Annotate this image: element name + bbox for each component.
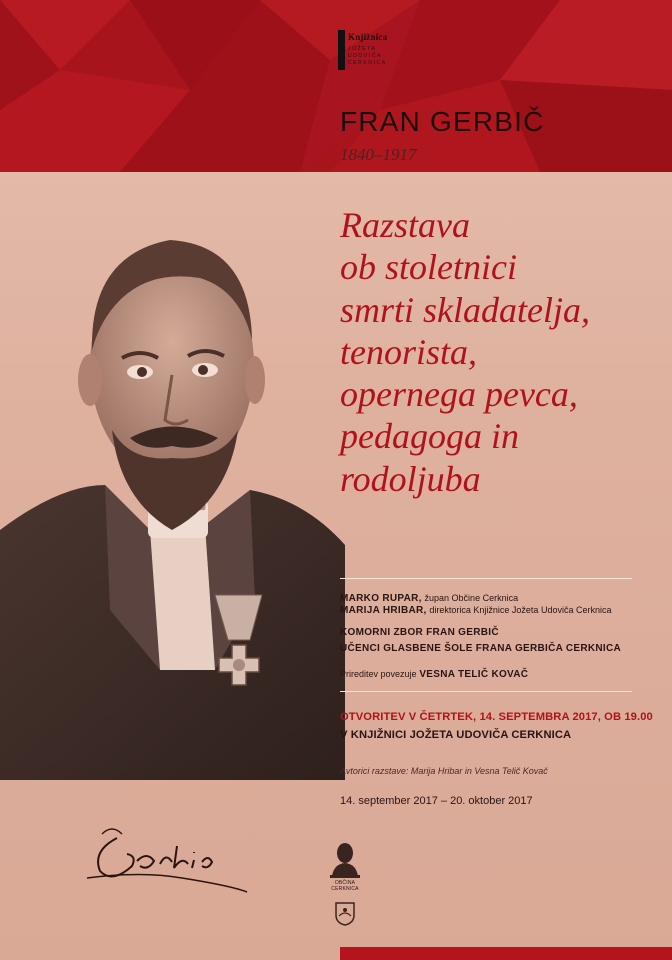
performer-name: KOMORNI ZBOR FRAN GERBIČ — [340, 627, 499, 638]
library-logo-subline: CERKNICA — [348, 60, 387, 66]
speaker-line — [340, 605, 611, 616]
library-logo-subline: JOŽETA — [348, 46, 377, 52]
bottom-accent-bar — [340, 947, 672, 960]
header-polygon-pattern — [0, 0, 672, 172]
performer-name: UČENCI GLASBENE ŠOLE FRANA GERBIČA CERKNICA — [340, 643, 622, 654]
headline-line: tenorista, — [340, 331, 478, 372]
headline-line: pedagoga in — [340, 416, 519, 457]
exhibition-authors: Avtorici razstave: Marija Hribar in Vesna Telič Kovač — [340, 766, 548, 776]
headline-line: ob stoletnici — [340, 247, 517, 288]
headline-line: Razstava — [340, 205, 470, 245]
divider — [340, 691, 632, 692]
speaker-role: župan Občine Cerknica — [424, 593, 519, 603]
performer-line — [340, 627, 499, 638]
header-band — [0, 0, 672, 172]
speaker-name: MARKO RUPAR, — [340, 593, 422, 604]
municipality-name: OBČINA CERKNICA — [331, 880, 359, 892]
exhibition-headline — [340, 204, 670, 500]
moderator-name: VESNA TELIČ KOVAČ — [419, 669, 529, 680]
moderator-prefix: Prireditev povezuje — [340, 669, 417, 679]
crest-icon — [335, 902, 355, 926]
signature-image — [82, 816, 262, 896]
opening-venue: V KNJIŽNICI JOŽETA UDOVIČA CERKNICA — [340, 729, 572, 741]
library-logo — [338, 30, 388, 74]
headline-line: rodoljuba — [340, 458, 481, 499]
life-years: 1840–1917 — [340, 145, 417, 164]
headline-line: opernega pevca, — [340, 374, 578, 415]
speaker-role: direktorica Knjižnice Jožeta Udoviča Cerknica — [429, 605, 612, 615]
opening-date-time: OTVORITEV V ČETRTEK, 14. SEPTEMBRA 2017, OB 19.00 — [340, 711, 653, 723]
composer-name: FRAN GERBIČ — [340, 106, 545, 137]
portrait-illustration — [0, 200, 345, 780]
divider — [340, 578, 632, 579]
speaker-name: MARIJA HRIBAR, — [340, 605, 427, 616]
performer-line — [340, 643, 621, 654]
exhibition-dates: 14. september 2017 – 20. oktober 2017 — [340, 795, 533, 807]
headline-line: smrti skladatelja, — [340, 289, 590, 330]
bust-icon — [330, 842, 360, 878]
library-logo-mark — [338, 30, 345, 70]
municipality-logo — [320, 842, 370, 932]
library-logo-name: Knjižnica — [348, 32, 388, 42]
moderator-line — [340, 669, 528, 680]
speaker-line — [340, 593, 518, 604]
library-logo-subline: UDOVIČA — [348, 53, 382, 59]
